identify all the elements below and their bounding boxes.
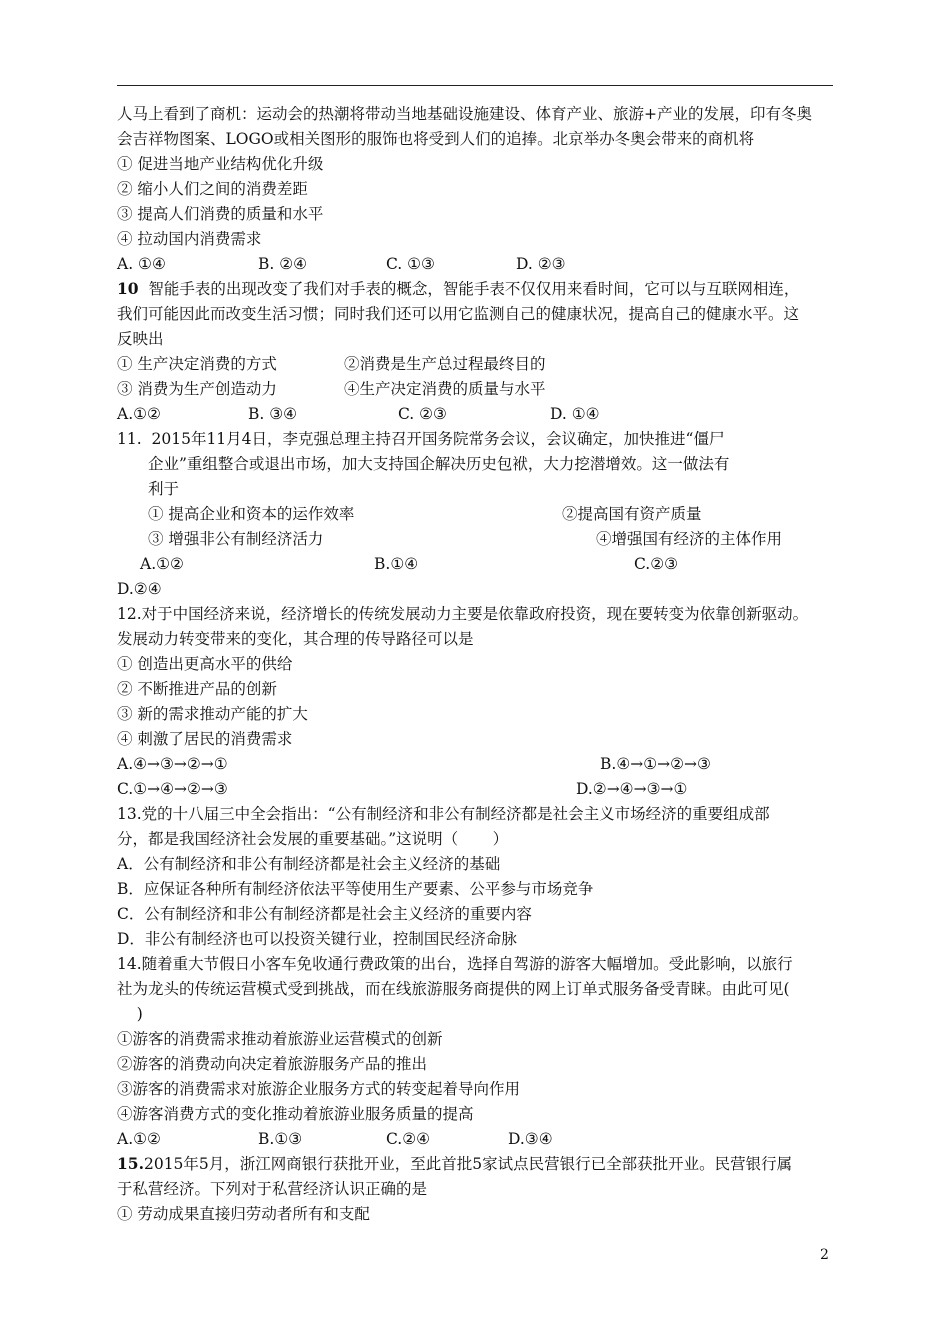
q14-option-2: ②游客的消费动向决定着旅游服务产品的推出 — [117, 1055, 428, 1073]
q10-number: 10 — [117, 279, 139, 298]
q12-answer-b: B.④→①→②→③ — [600, 755, 711, 773]
q12-option-3: ③ 新的需求推动产能的扩大 — [117, 705, 308, 723]
q13-answer-b: B．应保证各种所有制经济依法平等使用生产要素、公平参与市场竞争 — [117, 880, 594, 898]
q14-answer-b: B.①③ — [258, 1130, 303, 1148]
q12-answer-a: A.④→③→②→① — [117, 755, 228, 773]
q11-option-3: ③ 增强非公有制经济活力 — [148, 530, 324, 548]
q10-line-2: 我们可能因此而改变生活习惯；同时我们还可以用它监测自己的健康状况，提高自己的健康水平。这 — [117, 305, 800, 323]
q15-option-1: ① 劳动成果直接归劳动者所有和支配 — [117, 1205, 370, 1223]
q13-answer-a: A．公有制经济和非公有制经济都是社会主义经济的基础 — [117, 855, 501, 873]
q9-option-1: ① 促进当地产业结构优化升级 — [117, 155, 324, 173]
q12-answer-c: C.①→④→②→③ — [117, 780, 228, 798]
q9-answer-d: D. ②③ — [516, 255, 566, 273]
q11-line-1: 11. 2015年11月4日，李克强总理主持召开国务院常务会议，会议确定，加快推进“僵尸 — [117, 430, 725, 448]
q9-option-2: ② 缩小人们之间的消费差距 — [117, 180, 308, 198]
q14-answer-d: D.③④ — [508, 1130, 553, 1148]
q13-line-1: 13.党的十八届三中全会指出：“公有制经济和非公有制经济都是社会主义市场经济的重要组成部 — [117, 805, 770, 823]
q10-option-1: ① 生产决定消费的方式 — [117, 355, 277, 373]
page-number: 2 — [820, 1247, 829, 1263]
q9-answer-b: B. ②④ — [258, 255, 308, 273]
q11-option-1: ① 提高企业和资本的运作效率 — [148, 505, 355, 523]
q12-option-2: ② 不断推进产品的创新 — [117, 680, 277, 698]
q14-line-3: ) — [117, 1005, 143, 1023]
q10-option-4: ④生产决定消费的质量与水平 — [344, 380, 546, 398]
q10-answer-d: D. ①④ — [550, 405, 600, 423]
q15-line-1 — [117, 1154, 792, 1174]
q11-line-2: 企业”重组整合或退出市场，加大支持国企解决历史包袱，大力挖潜增效。这一做法有 — [148, 455, 730, 473]
q14-option-3: ③游客的消费需求对旅游企业服务方式的转变起着导向作用 — [117, 1080, 521, 1098]
q11-line-3: 利于 — [148, 480, 180, 498]
q13-answer-d: D．非公有制经济也可以投资关键行业，控制国民经济命脉 — [117, 930, 517, 948]
q14-line-2: 社为龙头的传统运营模式受到挑战，而在线旅游服务商提供的网上订单式服务备受青睐。由此可见( — [117, 980, 790, 998]
q15-text-1: 2015年5月，浙江网商银行获批开业，至此首批5家试点民营银行已全部获批开业。民营银行属 — [143, 1155, 793, 1173]
header-rule — [117, 85, 833, 86]
q10-line-3: 反映出 — [117, 330, 164, 348]
q14-answer-a: A.①② — [117, 1130, 161, 1148]
q14-line-1: 14.随着重大节假日小客车免收通行费政策的出台，选择自驾游的游客大幅增加。受此影响，以旅行 — [117, 955, 793, 973]
q10-answer-a: A.①② — [117, 405, 161, 423]
q11-answer-d: D.②④ — [117, 580, 162, 598]
q14-option-4: ④游客消费方式的变化推动着旅游业服务质量的提高 — [117, 1105, 474, 1123]
q10-line-1 — [117, 279, 799, 299]
q11-answer-a: A.①② — [140, 555, 184, 573]
q11-option-2: ②提高国有资产质量 — [562, 505, 702, 523]
q9-answer-a: A. ①④ — [117, 255, 166, 273]
q13-line-2: 分，都是我国经济社会发展的重要基础。”这说明（ ） — [117, 830, 509, 848]
q10-answer-b: B. ③④ — [248, 405, 298, 423]
q10-option-3: ③ 消费为生产创造动力 — [117, 380, 277, 398]
q12-option-1: ① 创造出更高水平的供给 — [117, 655, 293, 673]
q10-answer-c: C. ②③ — [398, 405, 447, 423]
q9-answer-c: C. ①③ — [386, 255, 435, 273]
q14-answer-c: C.②④ — [386, 1130, 431, 1148]
q15-line-2: 于私营经济。下列对于私营经济认识正确的是 — [117, 1180, 428, 1198]
q15-number: 15. — [117, 1154, 144, 1173]
q12-answer-d: D.②→④→③→① — [576, 780, 688, 798]
q12-option-4: ④ 刺激了居民的消费需求 — [117, 730, 293, 748]
q9-line-1: 人马上看到了商机：运动会的热潮将带动当地基础设施建设、体育产业、旅游+产业的发展，印有冬奥 — [117, 105, 812, 123]
q12-line-1: 12.对于中国经济来说，经济增长的传统发展动力主要是依靠政府投资，现在要转变为依靠创新驱动。 — [117, 605, 809, 623]
q12-line-2: 发展动力转变带来的变化，其合理的传导路径可以是 — [117, 630, 474, 648]
q9-line-2: 会吉祥物图案、LOGO或相关图形的服饰也将受到人们的追捧。北京举办冬奥会带来的商机将 — [117, 130, 755, 148]
q11-answer-b: B.①④ — [374, 555, 419, 573]
q10-option-2: ②消费是生产总过程最终目的 — [344, 355, 546, 373]
q13-answer-c: C．公有制经济和非公有制经济都是社会主义经济的重要内容 — [117, 905, 532, 923]
q11-option-4: ④增强国有经济的主体作用 — [596, 530, 783, 548]
q10-text-1: 智能手表的出现改变了我们对手表的概念，智能手表不仅仅用来看时间，它可以与互联网相连， — [138, 280, 800, 298]
q9-option-4: ④ 拉动国内消费需求 — [117, 230, 262, 248]
q11-answer-c: C.②③ — [634, 555, 679, 573]
q14-option-1: ①游客的消费需求推动着旅游业运营模式的创新 — [117, 1030, 443, 1048]
q9-option-3: ③ 提高人们消费的质量和水平 — [117, 205, 324, 223]
